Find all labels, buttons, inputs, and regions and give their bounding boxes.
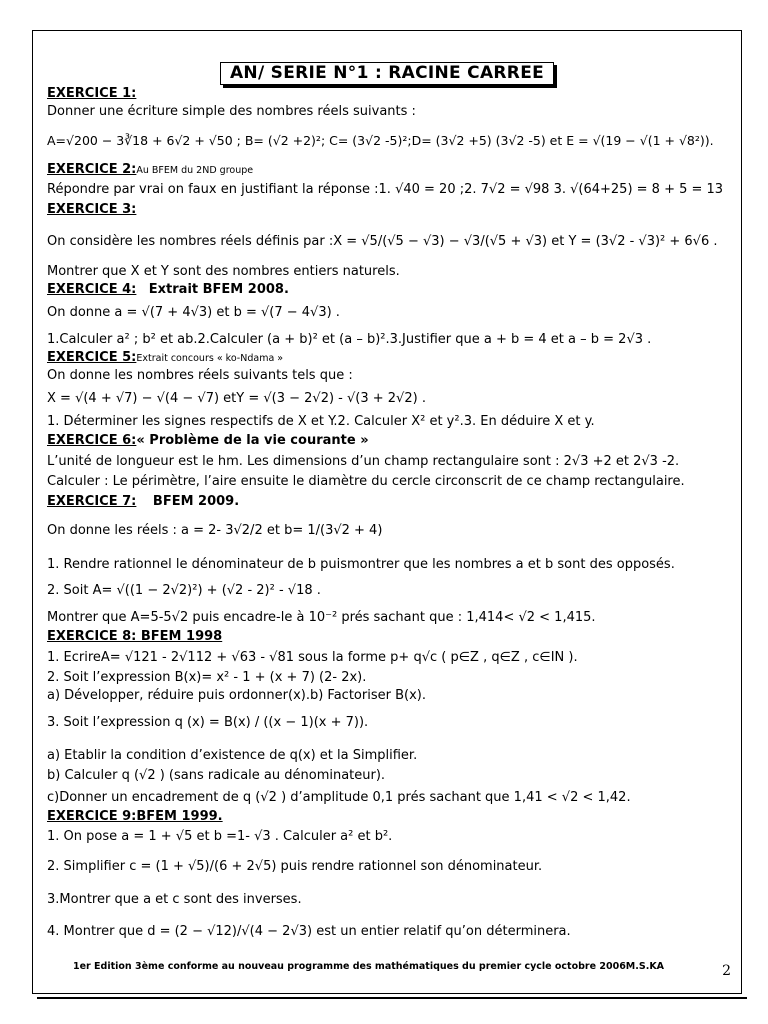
text-line: a) Etablir la condition d’existence de q(x) et la Simplifier.: [47, 748, 418, 763]
exercise-7-header: [47, 494, 733, 510]
exercise-heading-3: EXERCICE 3:: [47, 202, 137, 217]
formula-line: X = √(4 + √7) − √(4 − √7) etY = √(3 − 2√2) - √(3 + 2√2) .: [47, 391, 426, 406]
text-line: 2. Soit l’expression B(x)= x² - 1 + (x + 7) (2- 2x).: [47, 670, 367, 685]
exercise-note: Extrait concours « ko-Ndama »: [136, 353, 284, 364]
exercise-2-header: [47, 162, 733, 179]
text-line: On donne les nombres réels suivants tels que :: [47, 368, 353, 383]
text-line: 1. Déterminer les signes respectifs de X et Y.2. Calculer X² et y².3. En déduire X et y.: [47, 414, 595, 429]
exercise-heading-8: EXERCICE 8: BFEM 1998: [47, 629, 223, 644]
exercise-5-header: [47, 350, 733, 367]
text-line: 1.Calculer a² ; b² et ab.2.Calculer (a + b)² et (a – b)².3.Justifier que a + b = 4 et a – b = 2√3 .: [47, 332, 652, 347]
page-number: 2: [722, 963, 731, 979]
exercise-6-header: [47, 433, 733, 449]
formula-line: 2. Soit A= √((1 − 2√2)²) + (√2 - 2)² - √18 .: [47, 583, 321, 598]
page-frame: [32, 30, 742, 994]
text-line: Montrer que X et Y sont des nombres entiers naturels.: [47, 264, 400, 279]
formula-line: A=√200 − 3∛18 + 6√2 + √50 ; B= (√2 +2)²; C= (3√2 -5)²;D= (3√2 +5) (3√2 -5) et E = √(19 − √(1 + √8²)).: [47, 133, 714, 148]
text-line: Montrer que A=5-5√2 puis encadre-le à 10⁻² prés sachant que : 1,414< √2 < 1,415.: [47, 610, 596, 625]
exercise-heading-6: EXERCICE 6:: [47, 433, 137, 448]
exercise-source: BFEM 2009.: [152, 494, 240, 509]
page-title: AN/ SERIE N°1 : RACINE CARREE: [220, 62, 554, 85]
formula-line: 4. Montrer que d = (2 − √12)/√(4 − 2√3) est un entier relatif qu’on déterminera.: [47, 924, 571, 939]
text-line: 3.Montrer que a et c sont des inverses.: [47, 892, 302, 907]
exercise-source: Extrait BFEM 2008.: [148, 282, 289, 297]
exercise-heading-2: EXERCICE 2:: [47, 162, 137, 177]
formula-line: On considère les nombres réels définis par :X = √5/(√5 − √3) − √3/(√5 + √3) et Y = (3√2 - √3)² + 6√6 .: [47, 234, 718, 249]
formula-line: 3. Soit l’expression q (x) = B(x) / ((x − 1)(x + 7)).: [47, 715, 369, 730]
text-line: a) Développer, réduire puis ordonner(x).b) Factoriser B(x).: [47, 688, 426, 703]
text-line: 1. Rendre rationnel le dénominateur de b puismontrer que les nombres a et b sont des opposés.: [47, 557, 675, 572]
text-line: Calculer : Le périmètre, l’aire ensuite le diamètre du cercle circonscrit de ce champ rectangulaire.: [47, 474, 685, 489]
formula-line: On donne a = √(7 + 4√3) et b = √(7 − 4√3) .: [47, 305, 340, 320]
exercise-heading-4: EXERCICE 4:: [47, 282, 137, 297]
text-line: b) Calculer q (√2 ) (sans radicale au dénominateur).: [47, 768, 386, 783]
text-line: L’unité de longueur est le hm. Les dimensions d’un champ rectangulaire sont : 2√3 +2 et 2√3 -2.: [47, 454, 680, 469]
exercise-note: Au BFEM du 2ND groupe: [136, 165, 254, 176]
text-line: Répondre par vrai on faux en justifiant la réponse :1. √40 = 20 ;2. 7√2 = √98 3. √(64+25) = 8 + 5 = 13: [47, 182, 724, 197]
text-line: c)Donner un encadrement de q (√2 ) d’amplitude 0,1 prés sachant que 1,41 < √2 < 1,42.: [47, 790, 631, 805]
formula-line: 2. Simplifier c = (1 + √5)/(6 + 2√5) puis rendre rationnel son dénominateur.: [47, 859, 543, 874]
exercise-heading-1: EXERCICE 1:: [47, 86, 137, 101]
formula-line: 1. EcrireA= √121 - 2√112 + √63 - √81 sous la forme p+ q√c ( p∈Z , q∈Z , c∈IN ).: [47, 650, 578, 665]
footer-note: 1er Edition 3ème conforme au nouveau programme des mathématiques du premier cycle octobre 2006M.S.KA: [73, 961, 665, 972]
text-line: Donner une écriture simple des nombres réels suivants :: [47, 104, 416, 119]
exercise-source: « Problème de la vie courante »: [136, 433, 369, 448]
text-line: 1. On pose a = 1 + √5 et b =1- √3 . Calculer a² et b².: [47, 829, 393, 844]
exercise-4-header: [47, 282, 733, 298]
exercise-heading-5: EXERCICE 5:: [47, 350, 137, 365]
exercise-heading-9: EXERCICE 9:BFEM 1999.: [47, 809, 223, 824]
exercise-heading-7: EXERCICE 7:: [47, 494, 137, 509]
formula-line: On donne les réels : a = 2- 3√2/2 et b= 1/(3√2 + 4): [47, 523, 383, 538]
